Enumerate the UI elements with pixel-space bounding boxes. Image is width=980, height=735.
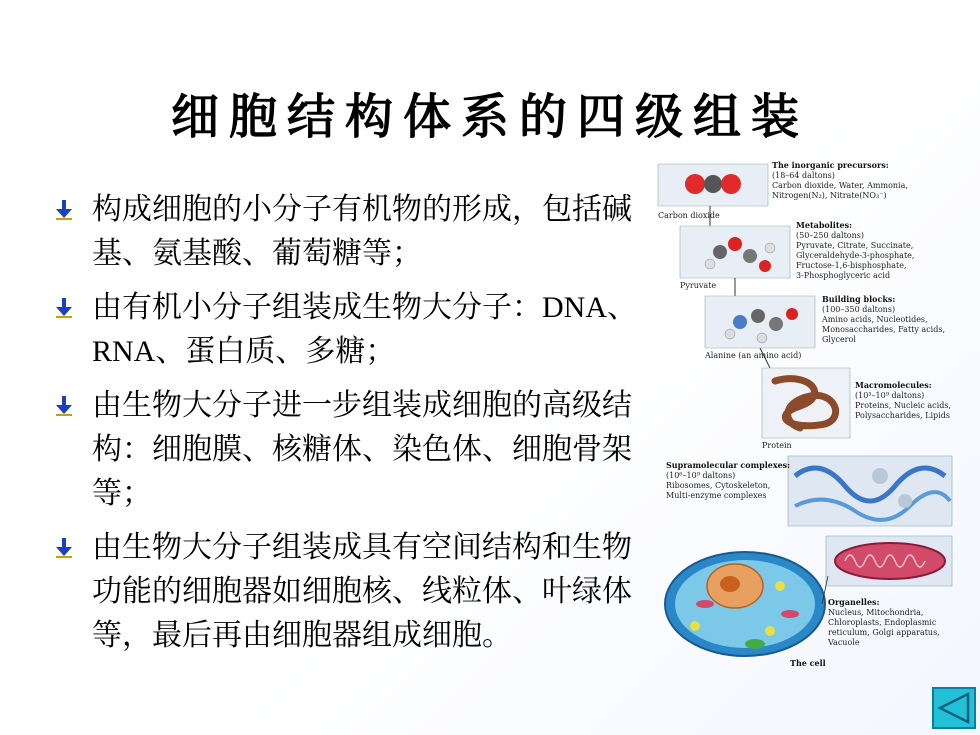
down-arrow-bullet-icon [54, 538, 74, 558]
bullet-text: 由生物大分子进一步组装成细胞的高级结构：细胞膜、核糖体、染色体、细胞骨架等； [92, 388, 632, 511]
inorganic-title: The inorganic precursors: [772, 160, 889, 170]
previous-slide-button[interactable] [932, 687, 976, 729]
bullet-text-post: 、蛋白质、多糖； [155, 334, 396, 369]
oxygen-atom-icon [721, 174, 741, 194]
label-carbon-dioxide: Carbon dioxide [658, 211, 720, 220]
bullet-text-latin: DNA、RNA [92, 291, 637, 368]
cell-hierarchy-figure [650, 156, 960, 676]
organelles-line2: Chloroplasts, Endoplasmic [828, 618, 937, 627]
supra-line1: Ribosomes, Cytoskeleton, [666, 481, 771, 490]
label-alanine: Alanine (an amino acid) [705, 351, 802, 360]
building-blocks-panel [704, 294, 945, 360]
organelle-panel [826, 536, 952, 647]
building-line2: Monosaccharides, Fatty acids, [822, 325, 946, 334]
bullet-list [52, 188, 647, 668]
slide-title: 细胞结构体系的四级组装 [170, 89, 809, 145]
inorganic-panel [658, 160, 908, 220]
label-pyruvate: Pyruvate [680, 281, 717, 290]
metabolites-line1: Pyruvate, Citrate, Succinate, [796, 241, 914, 250]
inorganic-line1: Carbon dioxide, Water, Ammonia, [772, 181, 908, 190]
metabolites-line3: Fructose-1,6-bisphosphate, [796, 261, 907, 270]
macro-weight: (10³–10⁹ daltons) [855, 391, 925, 400]
organelles-line4: Vacuole [828, 638, 860, 647]
bullet-item [52, 526, 647, 658]
supra-weight: (10⁶–10⁹ daltons) [666, 471, 736, 480]
label-the-cell: The cell [790, 658, 826, 668]
bullet-text: 由生物大分子组装成具有空间结构和生物功能的细胞器如细胞核、线粒体、叶绿体等，最后再由细胞器组成细胞。 [92, 530, 632, 653]
label-protein: Protein [762, 441, 792, 450]
inorganic-weight: (18–64 daltons) [772, 171, 835, 180]
bullet-text-pre: 由有机小分子组装成生物大分子： [92, 290, 542, 325]
metabolites-weight: (50–250 daltons) [796, 231, 864, 240]
metabolites-line4: 3-Phosphoglyceric acid [796, 271, 891, 280]
building-line1: Amino acids, Nucleotides, [822, 315, 928, 324]
bullet-item [52, 188, 647, 276]
macro-line1: Proteins, Nucleic acids, [855, 401, 951, 410]
oxygen-atom-icon [685, 174, 705, 194]
metabolites-line2: Glyceraldehyde-3-phosphate, [796, 251, 915, 260]
metabolites-panel [680, 220, 914, 290]
bullet-item [52, 286, 647, 374]
supramolecular-panel [666, 456, 952, 526]
supra-line2: Multi-enzyme complexes [666, 491, 767, 500]
carbon-atom-icon [704, 175, 722, 193]
down-arrow-bullet-icon [54, 396, 74, 416]
down-arrow-bullet-icon [54, 298, 74, 318]
back-triangle-icon [934, 689, 974, 727]
supra-title: Supramolecular complexes: [666, 460, 791, 470]
macromolecules-panel [762, 368, 951, 450]
organelles-line3: reticulum, Golgi apparatus, [828, 628, 940, 637]
inorganic-line2: Nitrogen(N₂), Nitrate(NO₃⁻) [772, 191, 887, 200]
organelles-line1: Nucleus, Mitochondria, [828, 608, 924, 617]
building-weight: (100–350 daltons) [822, 305, 896, 314]
metabolites-title: Metabolites: [796, 220, 853, 230]
building-title: Building blocks: [822, 294, 896, 304]
macro-line2: Polysaccharides, Lipids [855, 411, 950, 420]
down-arrow-bullet-icon [54, 200, 74, 220]
building-line3: Glycerol [822, 335, 856, 344]
macro-title: Macromolecules: [855, 380, 932, 390]
mitochondrion-icon [835, 543, 945, 579]
cell-illustration [665, 552, 828, 668]
bullet-item [52, 384, 647, 516]
bullet-text: 构成细胞的小分子有机物的形成，包括碱基、氨基酸、葡萄糖等； [92, 192, 632, 271]
organelles-title: Organelles: [828, 597, 880, 607]
